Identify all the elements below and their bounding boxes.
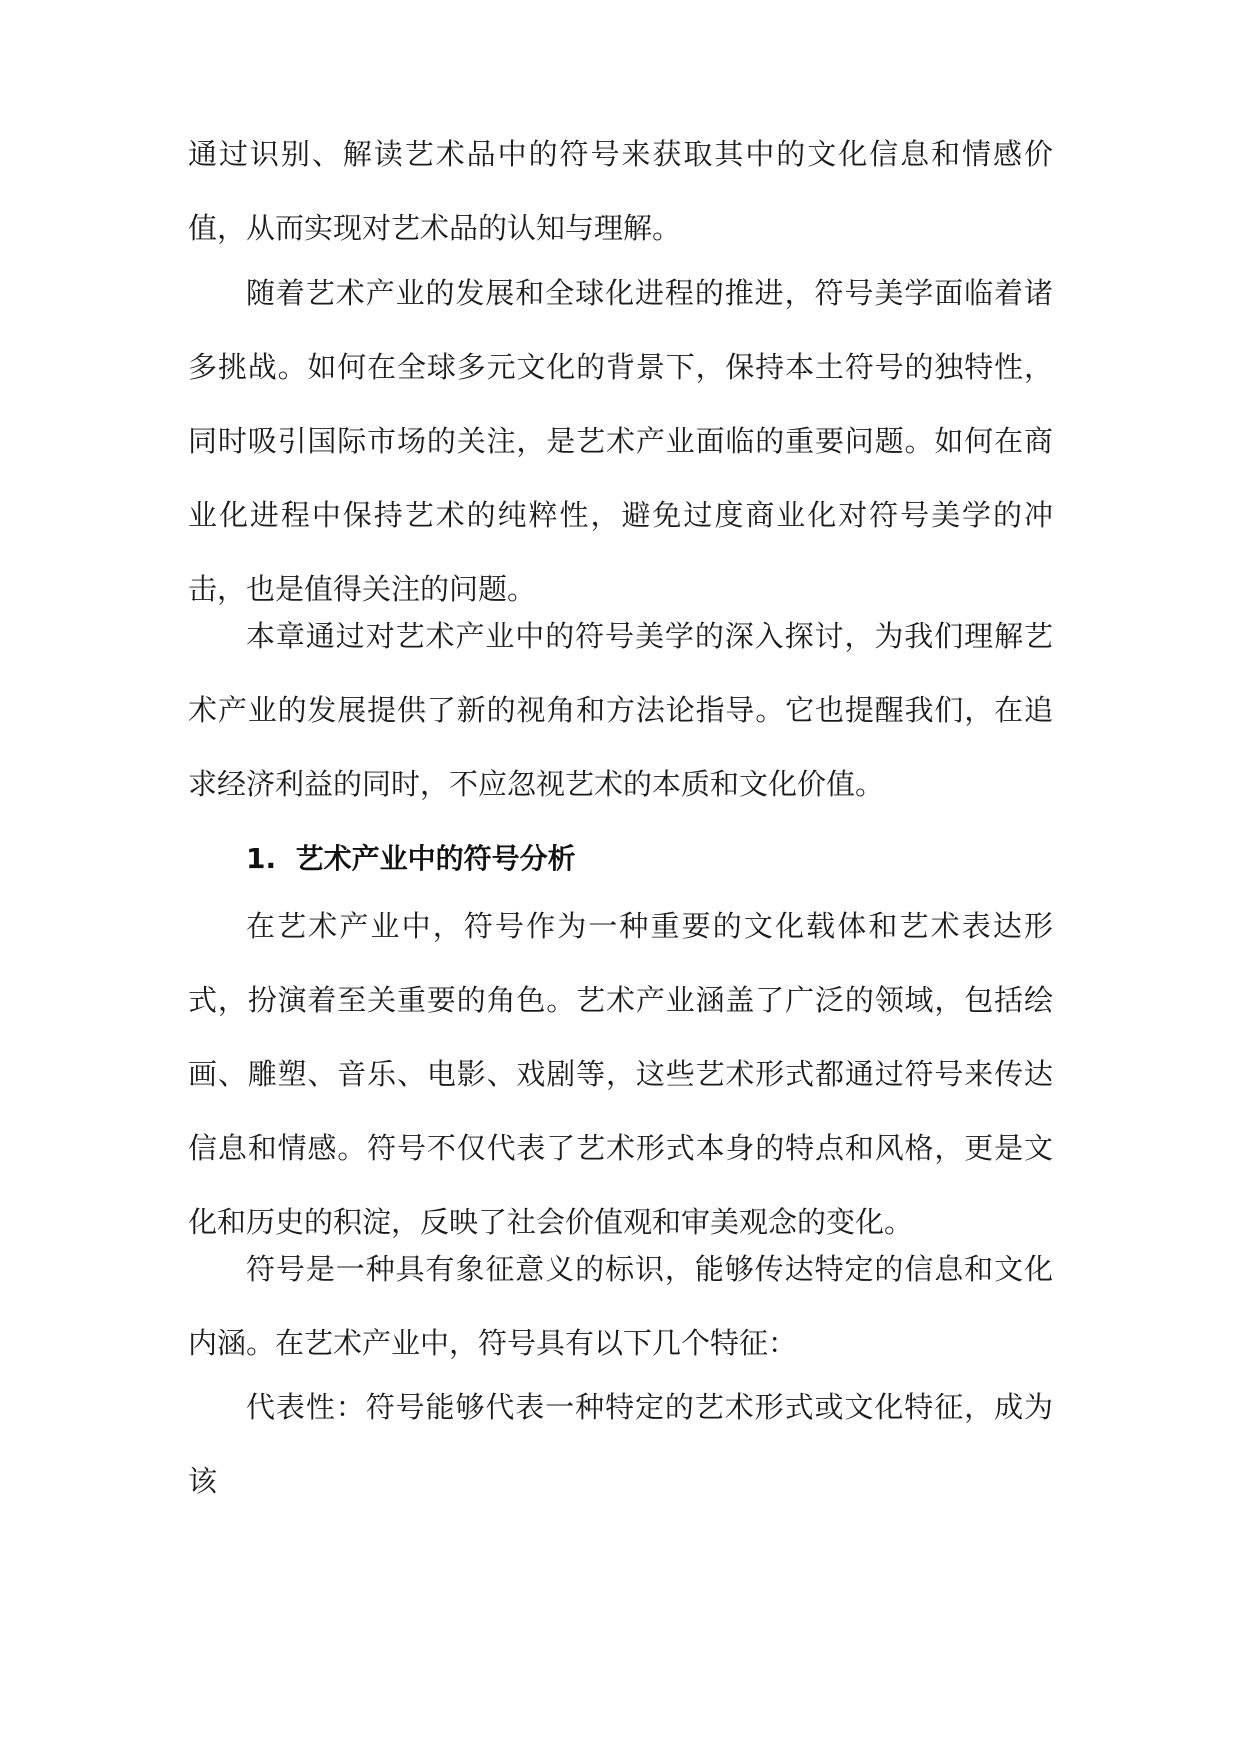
paragraph-symbol-role: 在艺术产业中，符号作为一种重要的文化载体和艺术表达形式，扮演着至关重要的角色。艺术产业涵盖了广泛的领域，包括绘画、雕塑、音乐、电影、戏剧等，这些艺术形式都通过符号来传达信息和情感。符号不仅代表了艺术形式本身的特点和风格，更是文化和历史的积淀，反映了社会价值观和审美观念的变化。 [188,909,1053,1239]
section-number: 1. [246,842,277,875]
paragraph-continuation: 通过识别、解读艺术品中的符号来获取其中的文化信息和情感价值，从而实现对艺术品的认知与理解。 [188,137,1053,245]
section-title: 艺术产业中的符号分析 [295,842,576,875]
paragraph-chapter-summary: 本章通过对艺术产业中的符号美学的深入探讨，为我们理解艺术产业的发展提供了新的视角和方法论指导。它也提醒我们，在追求经济利益的同时，不应忽视艺术的本质和文化价值。 [188,619,1053,801]
paragraph-representativeness: 代表性：符号能够代表一种特定的艺术形式或文化特征，成为该 [188,1390,1053,1498]
paragraph-challenges: 随着艺术产业的发展和全球化进程的推进，符号美学面临着诸多挑战。如何在全球多元文化的背景下，保持本土符号的独特性，同时吸引国际市场的关注，是艺术产业面临的重要问题。如何在商业化进程中保持艺术的纯粹性，避免过度商业化对符号美学的冲击，也是值得关注的问题。 [188,276,1053,606]
paragraph-symbol-features: 符号是一种具有象征意义的标识，能够传达特定的信息和文化内涵。在艺术产业中，符号具有以下几个特征： [188,1252,1053,1360]
section-heading [246,839,1046,879]
